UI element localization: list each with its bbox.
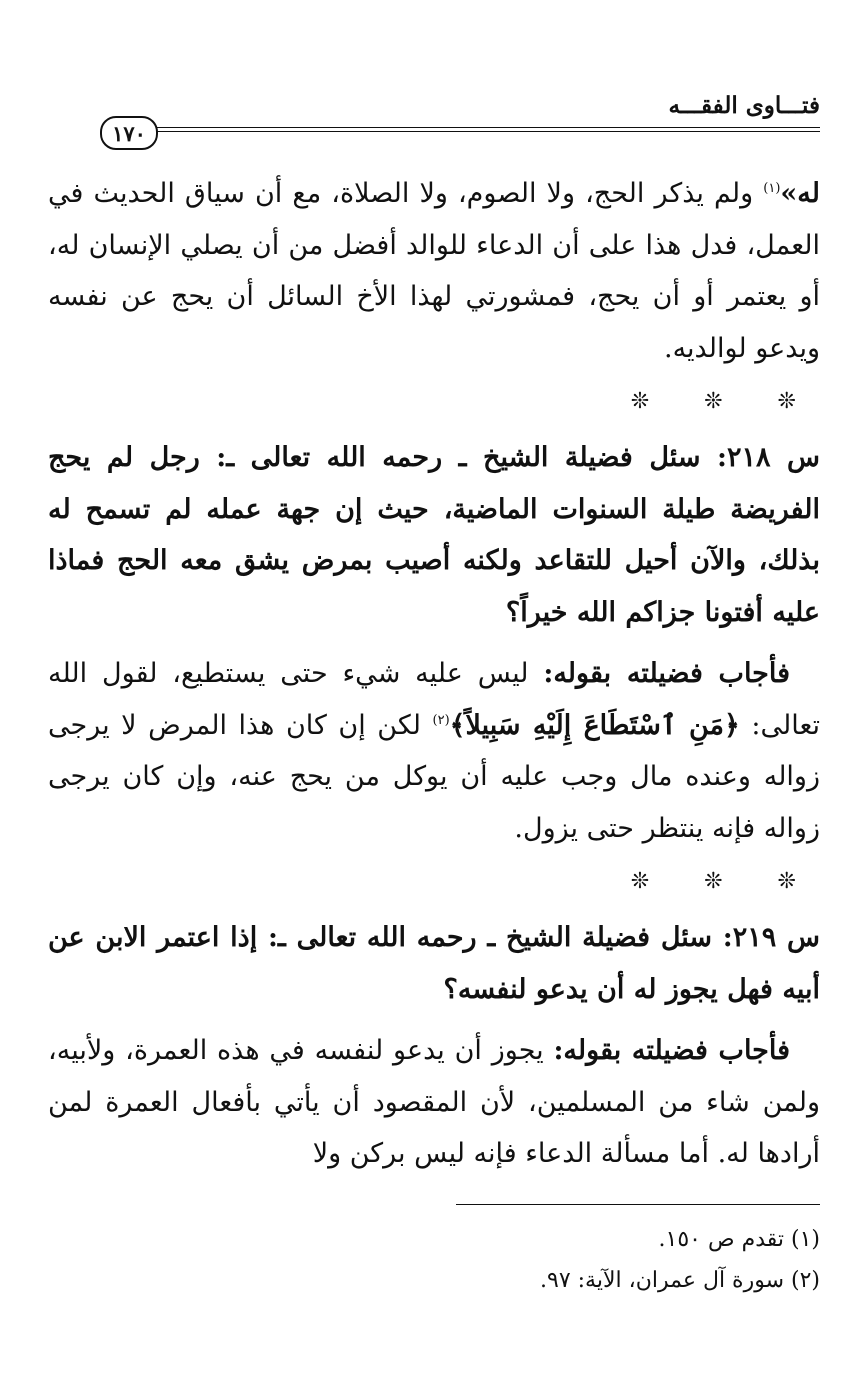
answer-text: يجوز أن يدعو لنفسه في هذه العمرة، ولأبيه، ولمن شاء من المسلمين، لأن المقصود أن يأتي بأفعال العمرة لمن أرادها له. أما مسألة الدعاء فإنه ليس بركن ولا [48, 1035, 820, 1169]
body-text [48, 168, 820, 1180]
answer-lead: فأجاب فضيلته بقوله: [543, 658, 790, 689]
footnote-ref-2: (٢) [432, 712, 450, 728]
answer-219 [48, 1025, 820, 1180]
header-rule [150, 127, 820, 132]
page-number-badge: ١٧٠ [100, 116, 158, 150]
running-title: فتـــاوى الفقـــه [668, 92, 820, 119]
footnotes [48, 1219, 820, 1301]
question-218: س ٢١٨: سئل فضيلة الشيخ ـ رحمه الله تعالى ـ: رجل لم يحج الفريضة طيلة السنوات الماضية، حيث إن جهة عمله لم تسمح له بذلك، والآن أحيل للتقاعد ولكنه أصيب بمرض يشق معه الحج فماذا عليه أفتونا جزاكم الله خيراً؟ [48, 442, 821, 628]
footnote-ref-1: (١) [763, 181, 781, 196]
question-219: س ٢١٩: سئل فضيلة الشيخ ـ رحمه الله تعالى ـ: إذا اعتمر الابن عن أبيه فهل يجوز له أن يدعو لنفسه؟ [48, 922, 821, 1005]
footnote-1: (١) تقدم ص ١٥٠. [658, 1227, 820, 1252]
footnote-rule [456, 1204, 820, 1205]
answer-lead: فأجاب فضيلته بقوله: [553, 1035, 790, 1066]
section-separator: ❊ ❊ ❊ [630, 869, 820, 894]
quran-verse: ﴿مَنِ ٱسْتَطَاعَ إِلَيْهِ سَبِيلاً﴾ [449, 709, 740, 741]
answer-text: لكن إن كان هذا المرض لا يرجى زواله وعنده مال وجب عليه أن يوكل من يحج عنه، وإن كان يرجى زواله فإنه ينتظر حتى يزول. [48, 709, 820, 844]
section-separator: ❊ ❊ ❊ [630, 389, 820, 414]
paragraph-continuation [48, 168, 820, 374]
answer-text: ليس عليه شيء حتى يستطيع، لقول الله تعالى: [48, 658, 820, 741]
footnote-2: (٢) سورة آل عمران، الآية: ٩٧. [540, 1268, 820, 1293]
paragraph-lead: له» [780, 178, 820, 209]
answer-218 [48, 648, 820, 854]
paragraph-text: ولم يذكر الحج، ولا الصوم، ولا الصلاة، مع أن سياق الحديث في العمل، فدل هذا على أن الدعاء للوالد أفضل من أن يصلي الإنسان له، أو يعتمر أو أن يحج، فمشورتي لهذا الأخ السائل أن يحج عن نفسه ويدعو لوالديه. [48, 178, 820, 364]
